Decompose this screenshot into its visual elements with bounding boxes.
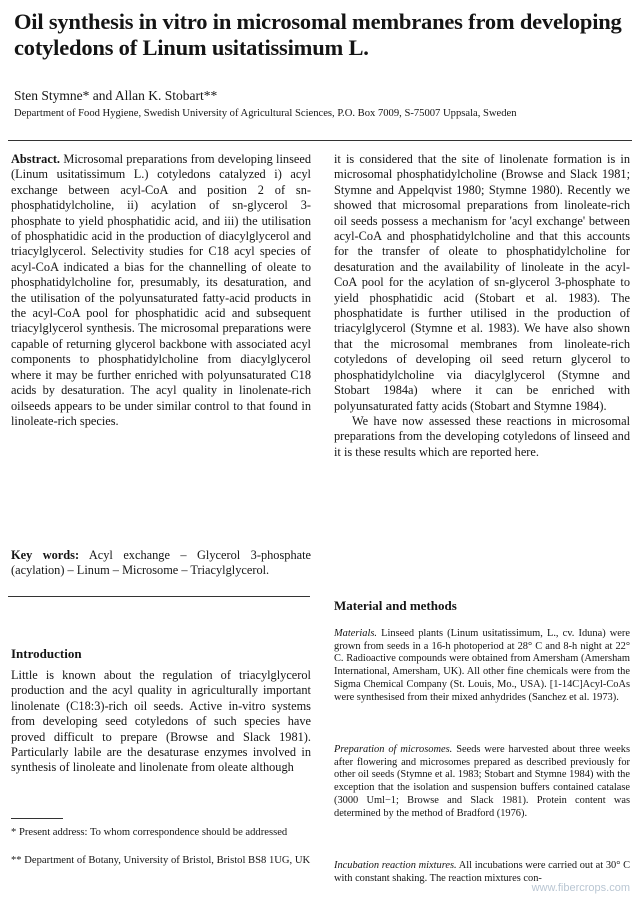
paper-title: Oil synthesis in vitro in microsomal membranes from developing cotyledons of Linum usitatissimum L. xyxy=(14,9,622,60)
abstract-text: Microsomal preparations from developing linseed (Linum usitatissimum L.) cotyledons catalyzed i) acyl exchange between acyl-CoA and position 2 of sn-phosphatidylcholine, ii) acylation of sn-glycerol 3-phosphate to yield phosphatidic acid, and iii) the utilisation of phosphatidic acid in the production of diacylglycerol and triacylglycerol. Selectivity studies for C18 acyl species of acyl-CoA indicated a bias for the channelling of oleate to phosphatidylcholine for, presumably, its desaturation, and the utilisation of the polyunsaturated fatty-acid products in the acyl-CoA pool for phosphatidic acid and subsequent triacylglycerol synthesis. The microsomal preparations were capable of returning glycerol backbone with associated acyl components to phosphatidylcholine from diacylglycerol where it may be further enriched with polyunsaturated C18 acids by desaturation. The acyl quality in linolenate-rich oilseeds appears to be under similar control to that found in linoleate-rich species. xyxy=(11,152,312,428)
materials-section xyxy=(334,628,630,704)
header-divider xyxy=(8,140,632,141)
footnote-divider xyxy=(11,818,63,819)
preparation-section xyxy=(334,744,630,820)
keywords-label: Key words: xyxy=(11,548,80,562)
materials-label: Materials. xyxy=(334,628,378,639)
right-paragraph-2: We have now assessed these reactions in microsomal preparations from the developing cotyledons of linseed and it is these results which are reported here. xyxy=(334,413,630,459)
introduction-text xyxy=(11,668,311,776)
introduction-paragraph: Little is known about the regulation of triacylglycerol production and the acyl quality in agriculturally important linolenate (C18:3)-rich oil seeds. Active in-vitro systems from developing seed cotyledons of such species have proved difficult to prepare (Browse and Slack 1981). Particularly labile are the desaturase enzymes involved in synthesis of linoleate and linolenate from oleate although xyxy=(11,668,311,775)
authors: Sten Stymne* and Allan K. Stobart** xyxy=(14,88,218,103)
preparation-text: Seeds were harvested about three weeks after flowering and microsomes prepared as described previously for other oil seeds (Stymne et al. 1983; Stobart and Stymne 1984) with the exception that the isolation and suspension buffers contained catalase (3000 Uml−1; Browse and Slack 1981). Protein content was determined by the method of Bradford (1976). xyxy=(334,744,630,819)
affiliation: Department of Food Hygiene, Swedish University of Agricultural Sciences, P.O. Box 7009, S-75007 Uppsala, Sweden xyxy=(14,108,517,119)
incubation-text: All incubations were carried out at 30° C with constant shaking. The reaction mixtures con- xyxy=(334,860,630,884)
abstract xyxy=(11,152,311,429)
footnote-department: ** Department of Botany, University of Bristol, Bristol BS8 1UG, UK xyxy=(11,855,311,866)
introduction-heading: Introduction xyxy=(11,646,82,661)
abstract-label: Abstract. xyxy=(11,152,61,166)
methods-heading: Material and methods xyxy=(334,598,457,613)
right-paragraph-1: it is considered that the site of linolenate formation is in microsomal phosphatidylcholine (Browse and Slack 1981; Stymne and Appelqvist 1980; Stymne 1980). Recently we showed that microsomal preparations from linoleate-rich oil seeds possess a mechanism for 'acyl exchange' between acyl-CoA and phosphatidylcholine and that this accounts for the transfer of oleate to phosphatidylcholine for desaturation and the availability of linoleate in the acyl-CoA pool for the acylation of sn-glycerol 3-phosphate to yield phosphatidic acid (Stobart et al. 1983). The phosphatidate is further utilised in the production of triacylglycerol (Stymne et al. 1983). We have also shown that the microsomal membranes from linoleate-rich cotyledons of developing oil seed return glycerol to phosphatidylcholine via diacylglycerol (Stymne and Stobart 1984a) where it can be enriched with polyunsaturated fatty acids (Stobart and Stymne 1984). xyxy=(334,152,630,413)
right-column-intro xyxy=(334,152,630,460)
watermark: www.fibercrops.com xyxy=(531,882,630,894)
keywords-text: Acyl exchange – Glycerol 3-phosphate (acylation) – Linum – Microsome – Triacylglycerol. xyxy=(11,548,311,578)
materials-text: Linseed plants (Linum usitatissimum, L., cv. Iduna) were grown from seeds in a 16-h photoperiod at 28° C and 8-h night at 22° C. Radioactive compounds were obtained from Amersham (Amersham International, Amersham, UK). All other fine chemicals were from the Sigma Chemical Company (St. Louis, Mo., USA). [1-14C]Acyl-CoAs were synthesised from their mixed anhydrides (Sanchez et al. 1973). xyxy=(334,628,630,703)
incubation-label: Incubation reaction mixtures. xyxy=(334,860,457,871)
keywords xyxy=(11,548,311,579)
preparation-label: Preparation of microsomes. xyxy=(334,744,453,755)
abstract-divider xyxy=(8,596,310,597)
footnote-present-address: * Present address: To whom correspondence should be addressed xyxy=(11,827,288,838)
